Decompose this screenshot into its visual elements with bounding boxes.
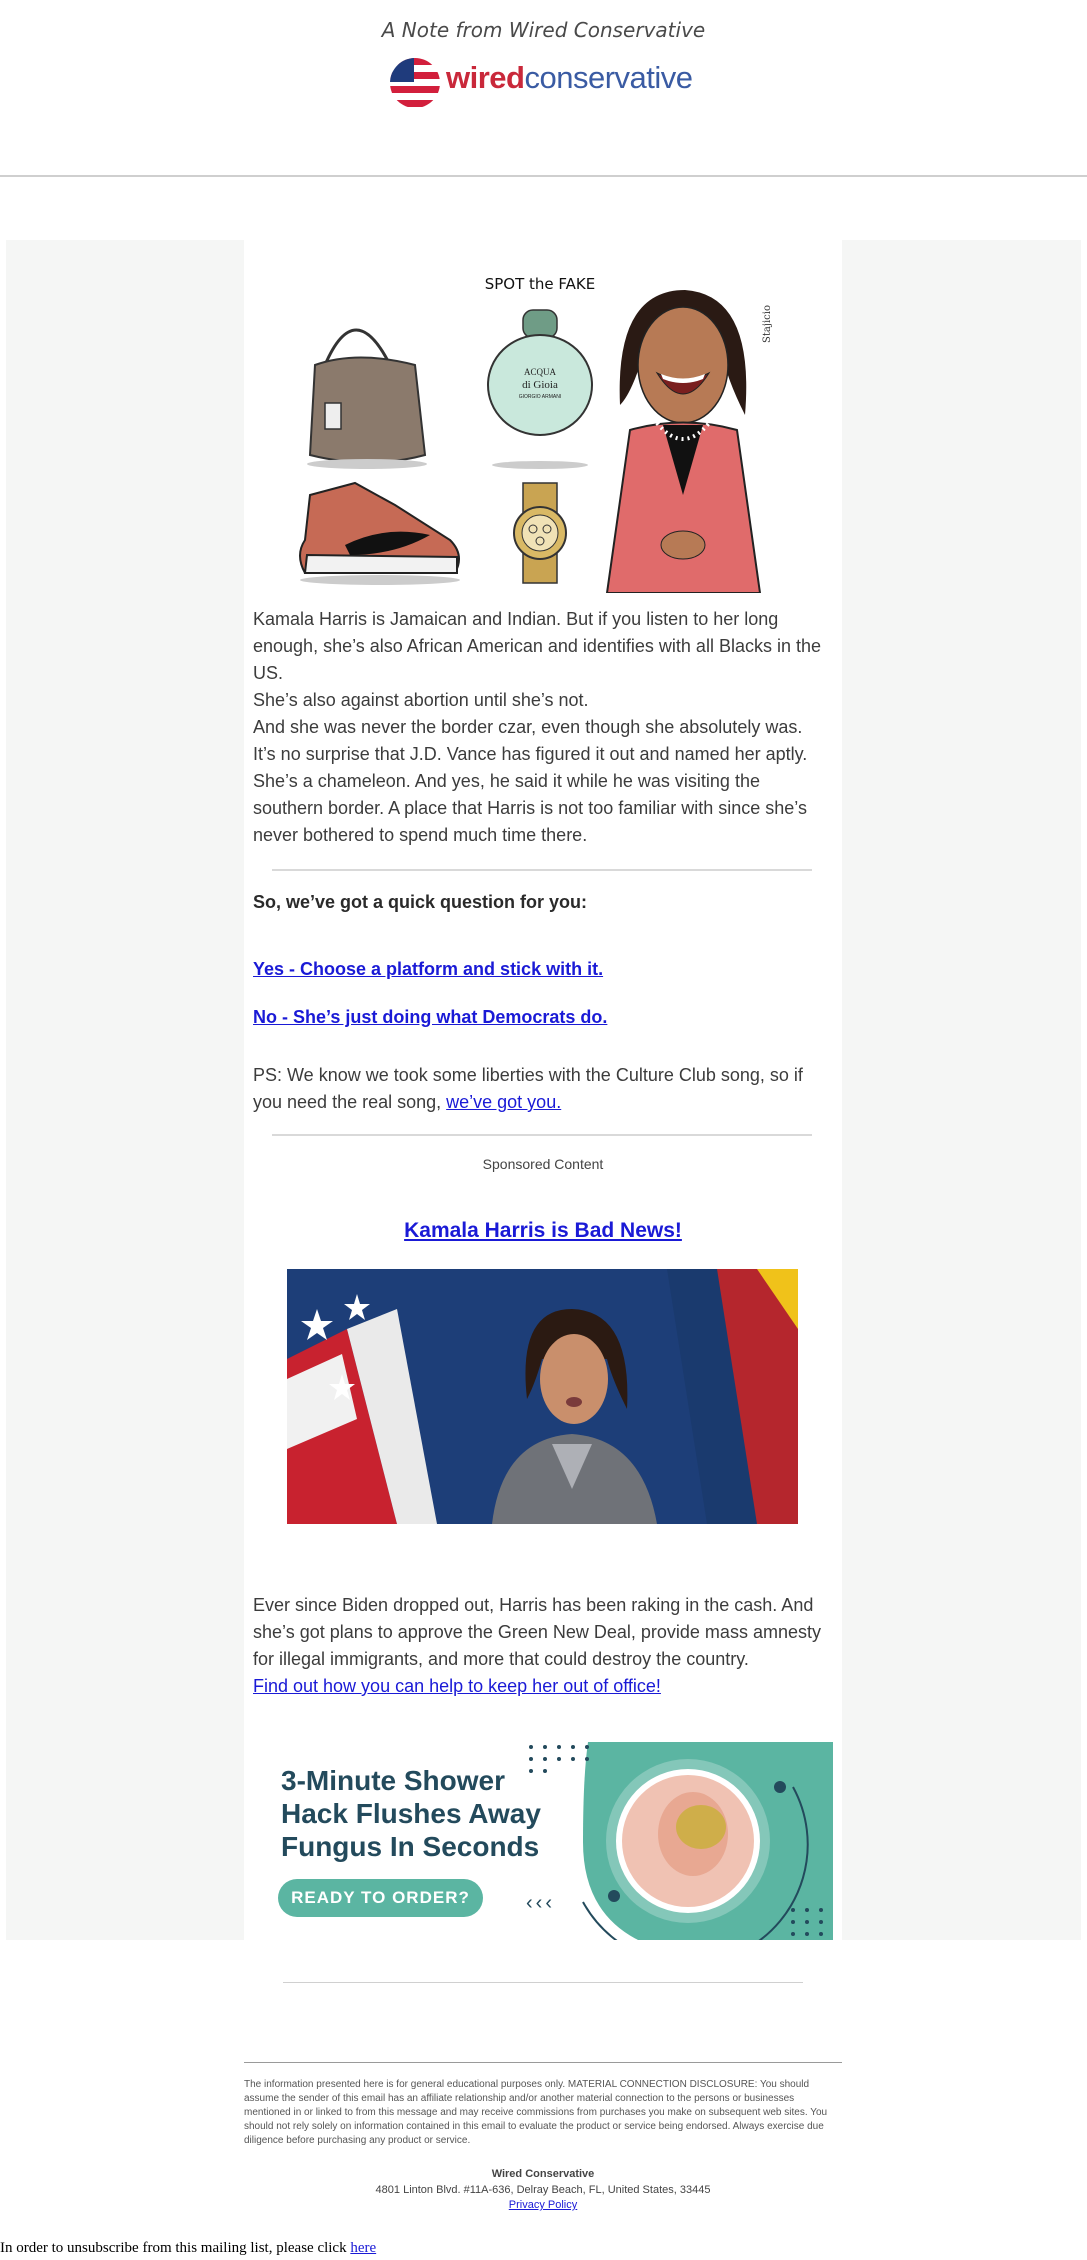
- header-divider: [0, 175, 1087, 177]
- article-body: [253, 606, 833, 849]
- poll-no-link[interactable]: No - She’s just doing what Democrats do.: [253, 1007, 608, 1027]
- sponsored-cta-link[interactable]: Find out how you can help to keep her out of office!: [253, 1676, 661, 1696]
- cartoon-image: [285, 255, 795, 593]
- content-end-divider: [283, 1982, 803, 1983]
- email-header: [0, 0, 1087, 176]
- footer-divider: [244, 2062, 842, 2063]
- article-paragraph: Kamala Harris is Jamaican and Indian. But if you listen to her long enough, she’s also African American and identifies with all Blacks in the US.: [253, 609, 821, 683]
- svg-text:Stajicio: Stajicio: [762, 305, 773, 343]
- sponsored-label: Sponsored Content: [482, 1156, 604, 1172]
- header-note: A Note from Wired Conservative: [381, 18, 706, 42]
- chevron-left-icon: ‹‹‹: [526, 1892, 555, 1914]
- cartoon-caption: SPOT the FAKE: [484, 275, 596, 293]
- poll-yes-link[interactable]: Yes - Choose a platform and stick with it.: [253, 959, 604, 979]
- article-paragraph: And she was never the border czar, even though she absolutely was.: [253, 717, 803, 737]
- unsubscribe-link[interactable]: here: [350, 2240, 377, 2256]
- svg-text:GIORGIO ARMANI: GIORGIO ARMANI: [518, 394, 562, 400]
- sponsored-photo[interactable]: [287, 1269, 798, 1524]
- real-song-link[interactable]: we’ve got you.: [446, 1092, 562, 1112]
- logo-wordmark: wiredconservative: [446, 60, 693, 95]
- ps-note: PS: We know we took some liberties with the Culture Club song, so if you need the real song, we’ve got you.: [253, 1065, 803, 1112]
- section-divider: [272, 1134, 812, 1136]
- sponsored-body: [253, 1592, 833, 1700]
- sponsored-paragraph: Ever since Biden dropped out, Harris has been raking in the cash. And she’s got plans to approve the Green New Deal, provide mass amnesty for illegal immigrants, and more that could destroy the country.: [253, 1595, 821, 1669]
- article-paragraph: She’s also against abortion until she’s not.: [253, 690, 589, 710]
- svg-text:ACQUA: ACQUA: [523, 367, 557, 377]
- unsubscribe-line: In order to unsubscribe from this mailing list, please click here: [0, 2240, 377, 2256]
- flag-icon: [390, 58, 440, 108]
- svg-text:di Gioia: di Gioia: [522, 379, 558, 391]
- sponsored-title-link[interactable]: Kamala Harris is Bad News!: [404, 1219, 682, 1242]
- banner-headline: 3-Minute Shower Hack Flushes Away Fungus In Seconds: [281, 1765, 541, 1862]
- company-name: Wired Conservative: [491, 2168, 595, 2180]
- poll-question: So, we’ve got a quick question for you:: [253, 892, 588, 912]
- material-disclosure: The information presented here is for general educational purposes only. MATERIAL CONNECTION DISCLOSURE: You should assume the sender of this email has an affiliate relationship and/or another material connection to the persons or businesses mentioned in or linked to from this message and may receive commissions from purchases you make on subsequent web sites. You should not rely solely on information contained in this email to evaluate the product or service being endorsed. Always exercise due diligence before purchasing any product or service.: [244, 2079, 828, 2146]
- privacy-policy: [244, 2199, 842, 2211]
- section-divider: [272, 869, 812, 871]
- article-paragraph: It’s no surprise that J.D. Vance has figured it out and named her aptly. She’s a chameleon. And yes, he said it while he was visiting the southern border. A place that Harris is not too familiar with since she’s never bothered to spend much time there.: [253, 744, 808, 845]
- company-address: 4801 Linton Blvd. #11A-636, Delray Beach, FL, United States, 33445: [375, 2184, 711, 2196]
- shower-hack-banner-ad[interactable]: [253, 1742, 833, 1940]
- ready-to-order-button[interactable]: READY TO ORDER?: [278, 1879, 483, 1917]
- brand-logo[interactable]: [390, 56, 710, 110]
- privacy-policy-link[interactable]: Privacy Policy: [508, 2199, 578, 2211]
- caricature-illustration: [607, 290, 760, 593]
